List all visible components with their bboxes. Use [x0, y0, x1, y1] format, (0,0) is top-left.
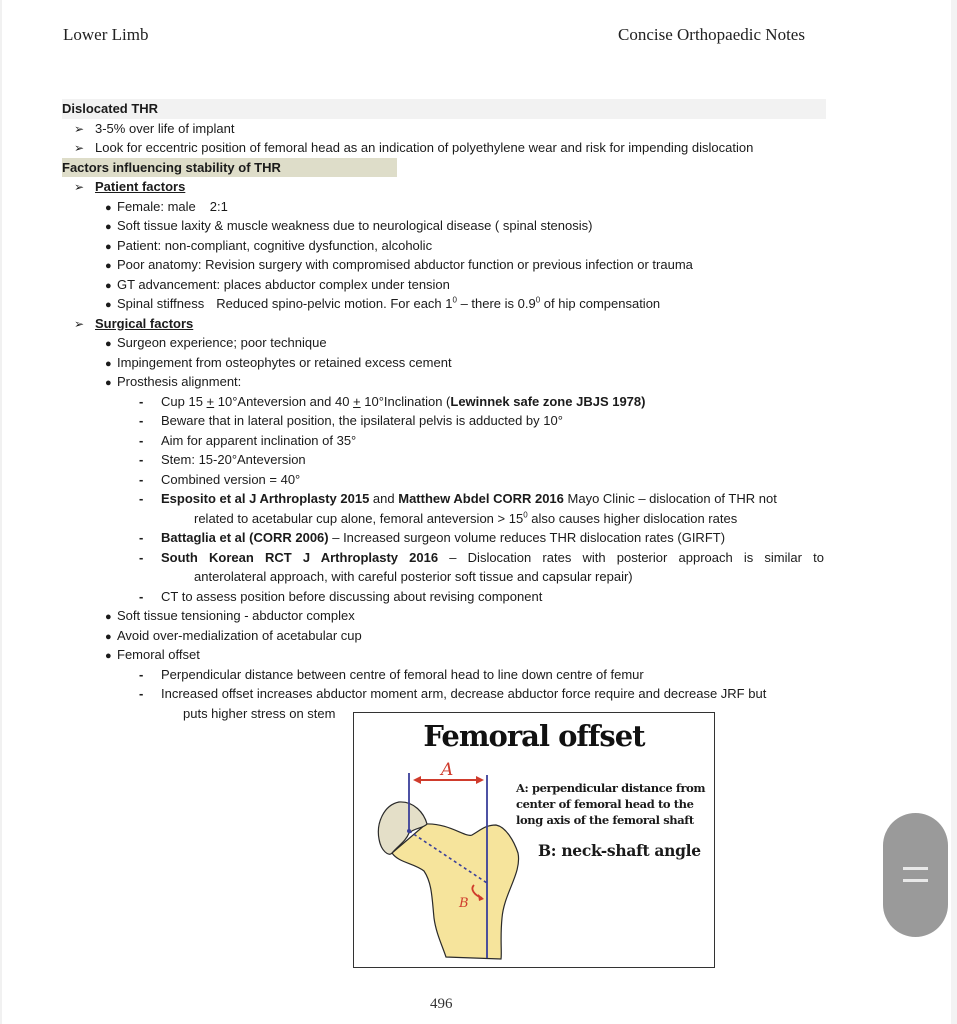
dash-bullet-icon: -: [139, 588, 144, 604]
dash-bullet-icon: -: [139, 549, 144, 565]
arrow-bullet-icon: ➢: [74, 316, 85, 331]
bullet-icon: ●: [105, 221, 112, 233]
sub-list-item-continuation: puts higher stress on stem: [183, 705, 336, 721]
subheading-surgical-factors: ➢ Surgical factors: [62, 314, 832, 334]
running-header-right: Concise Orthopaedic Notes: [618, 25, 805, 44]
page-edge-left: [0, 0, 2, 1024]
bullet-icon: ●: [105, 377, 112, 389]
dash-bullet-icon: -: [139, 666, 144, 682]
list-item: ● Female: male 2:1: [62, 197, 832, 217]
sub-list-item: - Perpendicular distance between centre of femoral head to line down centre of femur: [62, 665, 832, 685]
sub-list-item: - Combined version = 40°: [62, 470, 832, 490]
bullet-icon: ●: [105, 338, 112, 350]
list-item: ● GT advancement: places abductor complex under tension: [62, 275, 832, 295]
dash-bullet-icon: -: [139, 491, 144, 506]
sub-list-item: - Esposito et al J Arthroplasty 2015 and Matthew Abdel CORR 2016 Mayo Clinic – dislocation of THR not: [62, 489, 832, 509]
section-heading-factors: Factors influencing stability of THR: [62, 158, 397, 178]
subheading-patient-factors: ➢ Patient factors: [62, 177, 832, 197]
dash-bullet-icon: -: [139, 413, 144, 428]
bullet-icon: ●: [105, 240, 112, 253]
section-heading-dislocated-thr: Dislocated THR: [62, 99, 826, 119]
bullet-icon: ●: [105, 611, 112, 623]
page-number: 496: [430, 996, 453, 1012]
sub-list-item: - South Korean RCT J Arthroplasty 2016 – Dislocation rates with posterior approach is similar to: [62, 548, 832, 568]
running-header-left: Lower Limb: [63, 25, 149, 44]
list-item: ● Spinal stiffness Reduced spino-pelvic motion. For each $1^0$ – there is $0.9^0$ of hip compensation: [62, 294, 832, 314]
sub-list-item: - Increased offset increases abductor moment arm, decrease abductor force require and decrease JRF but: [62, 684, 832, 704]
list-item: ● Soft tissue tensioning - abductor complex: [62, 606, 832, 626]
bullet-icon: ●: [105, 201, 112, 214]
dash-bullet-icon: -: [139, 530, 144, 545]
list-item: ● Poor anatomy: Revision surgery with compromised abductor function or previous infection or trauma: [62, 255, 832, 275]
sub-list-item: - Aim for apparent inclination of 35°: [62, 431, 832, 451]
list-item: ● Soft tissue laxity & muscle weakness due to neurological disease ( spinal stenosis): [62, 216, 832, 236]
page-content: [62, 99, 832, 723]
list-item: ● Avoid over-medialization of acetabular cup: [62, 626, 832, 646]
bullet-icon: ●: [105, 630, 112, 643]
dash-bullet-icon: -: [139, 452, 144, 467]
head-center-dot: [407, 829, 411, 833]
page-edge-right: [951, 0, 957, 1024]
sub-list-item: - Cup 15 + 10°Anteversion and 40 + 10°Inclination (Lewinnek safe zone JBJS 1978): [62, 392, 832, 412]
sub-list-item-continuation: anterolateral approach, with careful posterior soft tissue and capsular repair): [194, 569, 633, 584]
bullet-icon: ●: [105, 279, 112, 292]
list-item: ● Patient: non-compliant, cognitive dysfunction, alcoholic: [62, 236, 832, 256]
handle-line: [903, 867, 928, 870]
sub-list-item: - Stem: 15-20°Anteversion: [62, 450, 832, 470]
bullet-icon: ●: [105, 260, 112, 272]
femur-shaft-shape: [392, 824, 519, 959]
femoral-offset-figure: [353, 712, 715, 968]
bullet-icon: ●: [105, 650, 112, 662]
bullet-icon: ●: [105, 299, 112, 311]
bullet-icon: ●: [105, 357, 112, 370]
list-item: ● Prosthesis alignment:: [62, 372, 832, 392]
label-a: A: [441, 760, 454, 780]
dash-bullet-icon: -: [139, 393, 144, 409]
arrow-bullet-icon: ➢: [74, 141, 85, 155]
sub-list-item: - Battaglia et al (CORR 2006) – Increased surgeon volume reduces THR dislocation rates (GIRFT): [62, 528, 832, 548]
sub-list-item: - CT to assess position before discussing about revising component: [62, 587, 832, 607]
figure-caption-b: B: neck-shaft angle: [538, 841, 701, 860]
offset-arrow-right-head: [476, 776, 484, 784]
sub-list-item: - Beware that in lateral position, the ipsilateral pelvis is adducted by 10°: [62, 411, 832, 431]
list-item: ● Surgeon experience; poor technique: [62, 333, 832, 353]
figure-caption-a: A: perpendicular distance from center of femoral head to the long axis of the femoral shaft: [516, 781, 706, 827]
dash-bullet-icon: -: [139, 471, 144, 487]
arrow-bullet-icon: ➢: [74, 121, 85, 136]
label-b: B: [459, 896, 469, 911]
arrow-bullet-icon: ➢: [74, 180, 85, 194]
sub-list-item-continuation: related to acetabular cup alone, femoral anteversion > $15^0$ also causes higher dislocation rates: [194, 510, 738, 526]
scroll-handle[interactable]: [883, 813, 948, 937]
list-item: ➢ 3-5% over life of implant: [62, 119, 832, 139]
handle-line: [903, 879, 928, 882]
offset-arrow-left-head: [413, 776, 421, 784]
list-item: ● Femoral offset: [62, 645, 832, 665]
figure-title: Femoral offset: [423, 719, 645, 753]
dash-bullet-icon: -: [139, 686, 144, 701]
dash-bullet-icon: -: [139, 432, 144, 448]
list-item: ● Impingement from osteophytes or retained excess cement: [62, 353, 832, 373]
list-item: ➢ Look for eccentric position of femoral head as an indication of polyethylene wear and risk for impending dislocation: [62, 138, 832, 158]
